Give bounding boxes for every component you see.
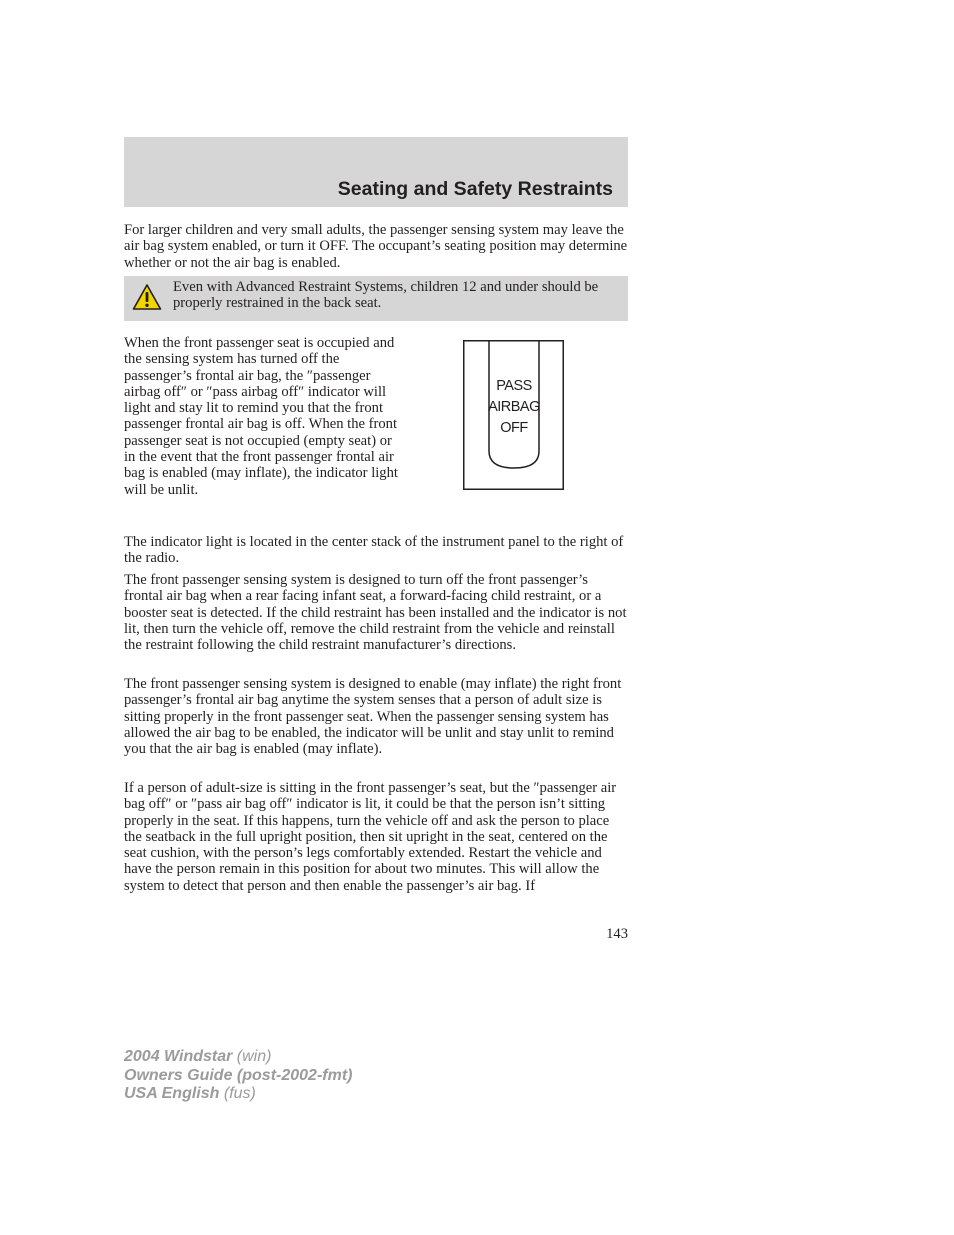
paragraph-larger-children: For larger children and very small adults, the passenger sensing system may leave the air bag system enabled, or turn it OFF. The occupant’s seating position may determine whether or not the air bag is enabled. [124,222,628,271]
footer-language: USA English [124,1085,220,1102]
paragraph-indicator-behavior: When the front passenger seat is occupied and the sensing system has turned off the passenger’s frontal air bag, the ″passenger airbag off″ or ″pass airbag off″ indicator will light and stay lit to remind you that the front passenger frontal air bag is off. When the front passenger seat is not occupied (empty seat) or in the event that the front passenger frontal air bag is enabled (may inflate), the indicator light will be unlit. [124,335,398,498]
pass-airbag-off-indicator-figure [463,340,564,490]
document-footer [124,1048,352,1104]
paragraph-indicator-location: The indicator light is located in the center stack of the instrument panel to the right of the radio. [124,534,624,567]
warning-triangle-icon [132,283,162,311]
indicator-label-line3: OFF [500,420,528,436]
footer-model-code: (win) [236,1048,272,1065]
footer-language-code: (fus) [223,1085,256,1102]
footer-guide: Owners Guide (post-2002-fmt) [124,1066,353,1084]
section-header [124,137,628,207]
section-title: Seating and Safety Restraints [337,178,613,200]
paragraph-enable-airbag: The front passenger sensing system is designed to enable (may inflate) the right front passenger’s frontal air bag anytime the system senses that a person of adult size is sitting properly in the front passenger seat. When the passenger sensing system has allowed the air bag to be enabled, the indicator will be unlit and stay unlit to remind you that the air bag is enabled (may inflate). [124,676,622,758]
footer-line-2 [124,1067,352,1086]
footer-line-1 [124,1048,352,1067]
indicator-label-line2: AIRBAG [488,399,540,415]
indicator-label-line1: PASS [496,378,532,394]
warning-text: Even with Advanced Restraint Systems, children 12 and under should be properly restrained in the back seat. [173,279,599,312]
paragraph-adult-seating: If a person of adult-size is sitting in the front passenger’s seat, but the ″passenger air bag off″ or ″pass air bag off″ indicator is lit, it could be that the person isn’t sitting properly in the seat. If this happens, turn the vehicle off and ask the person to place the seatback in the full upright position, then sit upright in the seat, centered on the seat cushion, with the person’s legs comfortably extended. Restart the vehicle and have the person remain in this position for about two minutes. This will allow the system to detect that person and then enable the passenger’s air bag. If [124,780,617,894]
footer-model: 2004 Windstar [124,1048,233,1065]
warning-box [124,276,628,321]
page-number: 143 [606,926,628,942]
paragraph-turn-off-airbag: The front passenger sensing system is designed to turn off the front passenger’s frontal air bag when a rear facing infant seat, a forward-facing child restraint, or a booster seat is detected. If the child restraint has been installed and the indicator is not lit, then turn the vehicle off, remove the child restraint from the vehicle and reinstall the restraint following the child restraint manufacturer’s directions. [124,572,627,654]
footer-line-3 [124,1085,352,1104]
